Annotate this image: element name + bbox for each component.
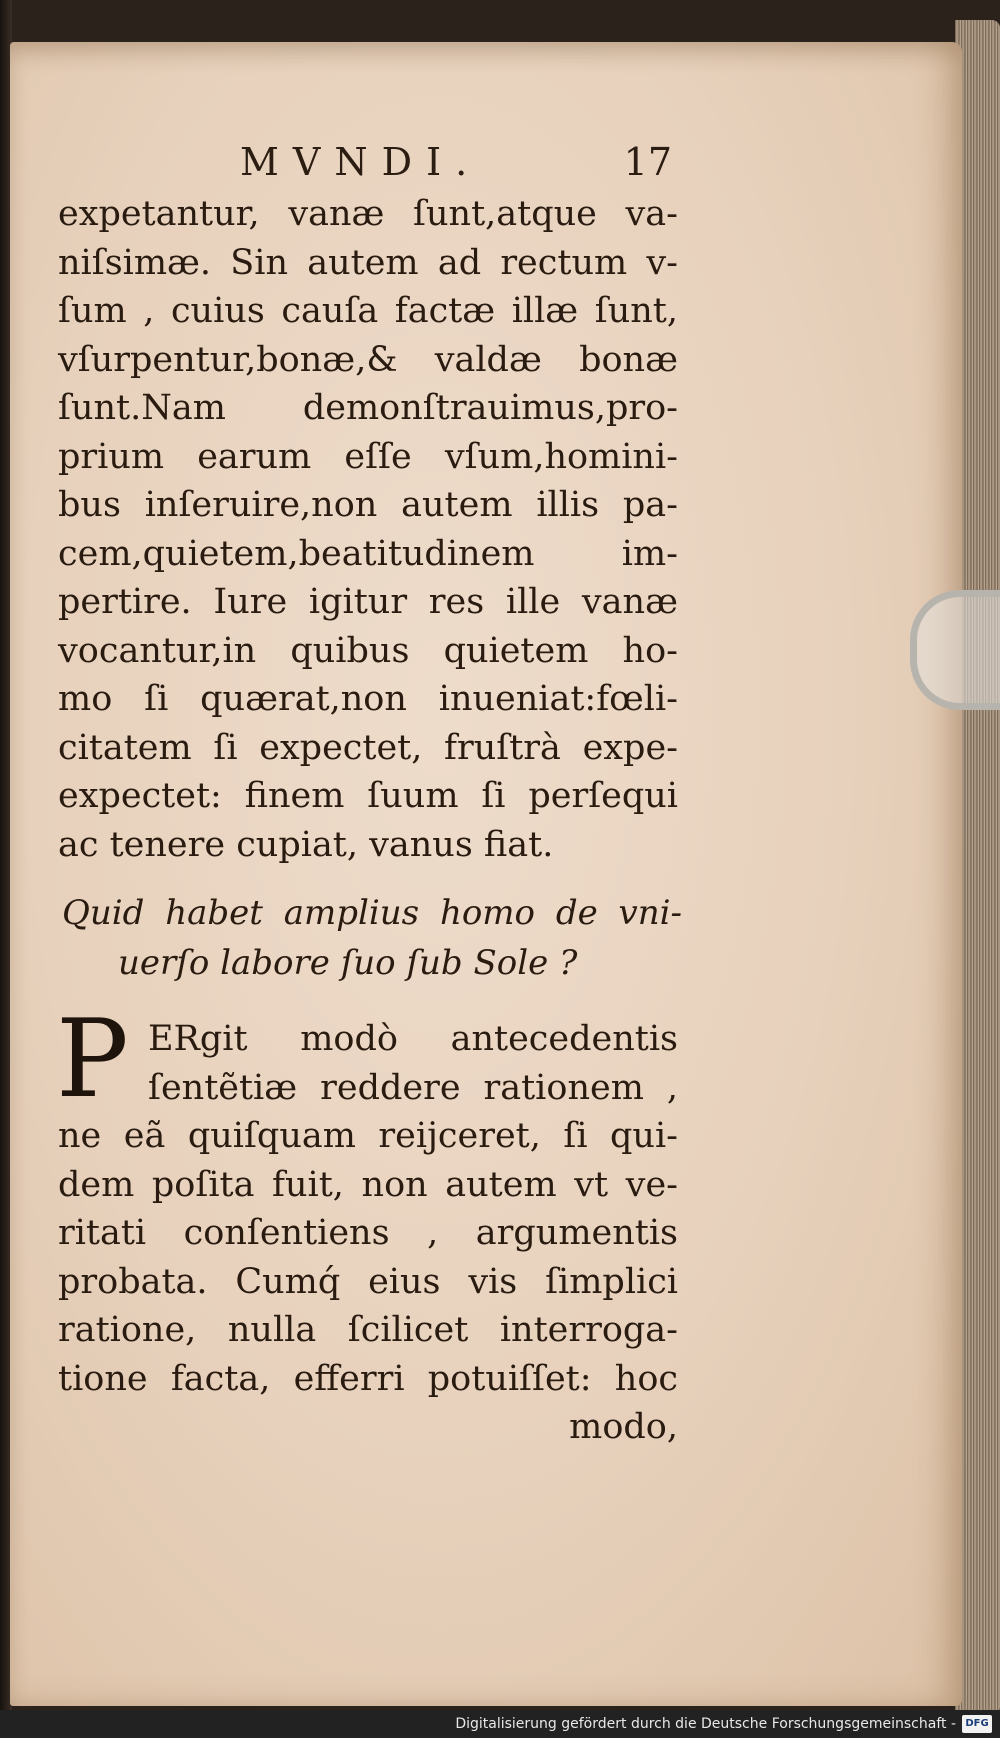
text-line: mo ſi quærat,non inueniat:fœli-	[58, 679, 678, 719]
catchword: modo,	[569, 1407, 678, 1447]
dfg-logo: DFG	[962, 1715, 992, 1733]
text-line: ſunt.Nam demonſtrauimus,pro-	[58, 388, 678, 428]
paragraph-1	[58, 190, 678, 869]
scripture-verse	[62, 888, 682, 988]
text-line: cem,quietem,beatitudinem im-	[58, 533, 678, 574]
paragraph-2	[58, 1015, 678, 1452]
funding-credit: Digitalisierung gefördert durch die Deutsche Forschungsgemeinschaft -	[455, 1716, 956, 1732]
text-line: ſentẽtiæ reddere rationem ,	[148, 1067, 678, 1108]
text-line: citatem ſi expectet, fruſtrà expe-	[58, 727, 678, 768]
page-number: 17	[623, 140, 672, 184]
text-line: ſum , cuius cauſa factæ illæ ſunt,	[58, 291, 678, 331]
running-title: MVNDI.	[240, 140, 482, 184]
text-line: expectet: finem ſuum ſi perſequi	[58, 776, 678, 816]
text-line: expetantur, vanæ ſunt,atque va-	[58, 194, 678, 234]
text-line: probata. Cumq́ eius vis ſimplici	[58, 1261, 678, 1302]
verse-line: uerſo labore ſuo ſub Sole ?	[118, 943, 578, 983]
drop-cap: P	[56, 997, 129, 1122]
page-clip	[910, 590, 1000, 710]
text-line: tione facta, efferri potuiſſet: hoc	[58, 1358, 678, 1399]
text-line: ne eã quiſquam reijceret, ſi qui-	[58, 1116, 678, 1156]
text-line: dem poſita fuit, non autem vt ve-	[58, 1164, 678, 1205]
verse-line: Quid habet amplius homo de vni-	[62, 893, 682, 933]
text-line: pertire. Iure igitur res ille vanæ	[58, 582, 678, 622]
text-line: ritati conſentiens , argumentis	[58, 1213, 678, 1253]
text-line: ratione, nulla ſcilicet interroga-	[58, 1310, 678, 1350]
page-header	[62, 140, 672, 190]
text-line: niſsimæ. Sin autem ad rectum v-	[58, 242, 678, 283]
text-line: ac tenere cupiat, vanus fiat.	[58, 824, 554, 865]
text-line: prium earum eſſe vſum,homini-	[58, 436, 678, 477]
text-line: vſurpentur,bonæ,& valdæ bonæ	[58, 339, 678, 380]
digitization-footer	[0, 1710, 1000, 1738]
text-line: bus inſeruire,non autem illis pa-	[58, 485, 678, 525]
text-line: vocantur,in quibus quietem ho-	[58, 630, 678, 671]
text-line: ERgit modò antecedentis	[148, 1019, 678, 1059]
